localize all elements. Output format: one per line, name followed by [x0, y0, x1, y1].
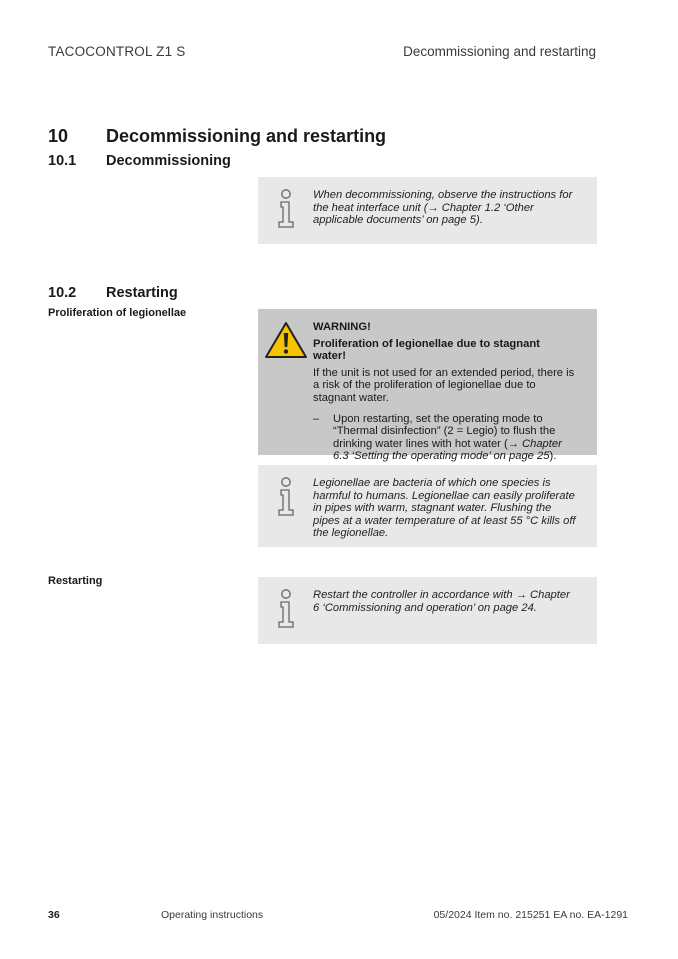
- side-label-legionellae: Proliferation of legionellae: [48, 307, 187, 319]
- warning-box: [258, 309, 597, 463]
- warning-body: [313, 321, 575, 463]
- bullet-dash: –: [313, 412, 320, 425]
- subsection-title: Restarting: [106, 285, 178, 301]
- subsection-title: Decommissioning: [106, 153, 231, 169]
- info-text: [313, 589, 579, 614]
- info-text: Legionellae are bacteria of which one species is harmful to humans. Legionellae can easily proliferate in pipes with warm, stagnant water. Flushing the pipes at a water temperature of at least 55 °C kills off the legionellae.: [313, 477, 576, 540]
- footer-doc-type: Operating instructions: [161, 909, 264, 921]
- bullet-text: Upon restarting, set the operating mode to “Thermal disinfection” (2 = Legio) to flush the drinking water lines with hot water (: [333, 412, 556, 450]
- subsection-number: 10.2: [48, 285, 77, 301]
- info-text-end: ).: [475, 214, 483, 227]
- page-number: 36: [48, 909, 60, 921]
- info-box-legionellae: [258, 465, 597, 547]
- subsection-heading-decommissioning: [48, 153, 231, 169]
- info-box-restarting: [258, 577, 597, 644]
- footer-item-number: 05/2024 Item no. 215251 EA no. EA-1291: [433, 909, 628, 921]
- warning-action-item: [313, 413, 575, 463]
- info-box-decommissioning: [258, 177, 597, 244]
- chapter-link[interactable]: → Chapter 6.3 ‘Setting the operating mode’ on page 25: [333, 437, 562, 463]
- info-icon: [274, 477, 298, 517]
- header-product-name: TACOCONTROL Z1 S: [48, 44, 186, 59]
- warning-headline: Proliferation of legionellae due to stagnant water!: [313, 337, 540, 363]
- section-number: 10: [48, 126, 69, 146]
- warning-triangle-icon: [264, 321, 308, 359]
- header-chapter-title: Decommissioning and restarting: [403, 44, 596, 59]
- bullet-end: ).: [549, 450, 557, 463]
- section-title: Decommissioning and restarting: [106, 126, 387, 146]
- restart-text: Restart the controller in accordance with: [313, 589, 516, 601]
- info-icon: [274, 589, 298, 629]
- side-label-restarting: Restarting: [48, 575, 103, 587]
- restart-end: .: [533, 601, 537, 614]
- info-text-body: When decommissioning, observe the instructions for the heat interface unit (: [313, 189, 573, 214]
- info-icon: [274, 189, 298, 229]
- subsection-number: 10.1: [48, 153, 77, 169]
- chapter-link[interactable]: → Chapter 6 ‘Commissioning and operation’ on page 24: [313, 589, 570, 614]
- section-heading: [48, 126, 386, 147]
- warning-signal-word: WARNING!: [313, 321, 371, 333]
- subsection-heading-restarting: [48, 285, 178, 301]
- warning-text: If the unit is not used for an extended period, there is a risk of the proliferation of legionellae due to stagnant water.: [313, 366, 575, 404]
- info-text: [313, 189, 579, 227]
- chapter-link[interactable]: → Chapter 1.2 ‘Other applicable documents’ on page 5: [313, 201, 534, 227]
